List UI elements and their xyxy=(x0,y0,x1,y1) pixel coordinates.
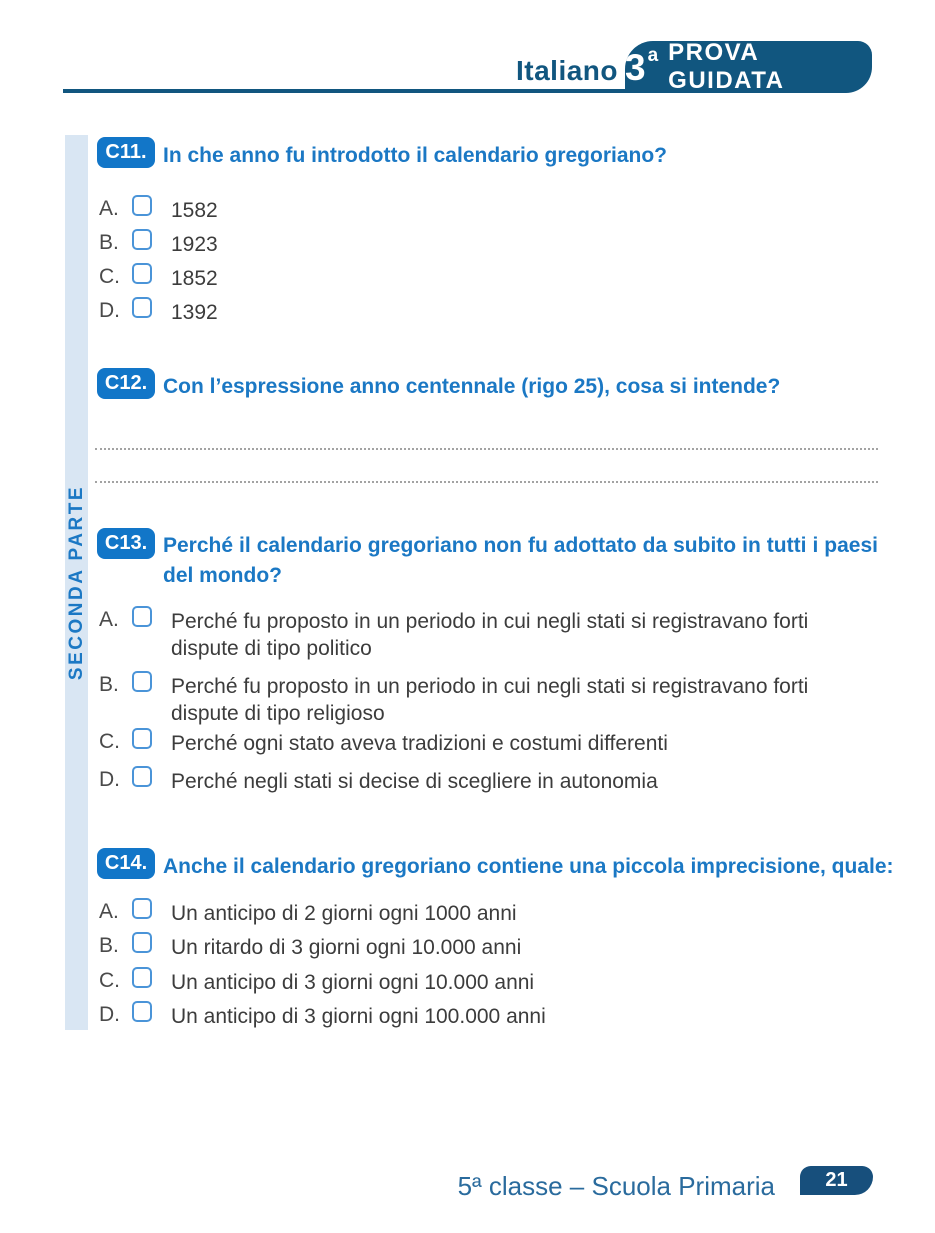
header-subject-label: Italiano xyxy=(515,55,618,86)
option-letter: D. xyxy=(99,768,120,791)
option-text: Un anticipo di 3 giorni ogni 10.000 anni xyxy=(171,971,535,994)
checkbox-c11-b[interactable] xyxy=(132,229,152,250)
page-number-badge xyxy=(800,1166,873,1195)
option-text: 1852 xyxy=(171,267,218,290)
option-letter: A. xyxy=(99,608,119,631)
checkbox-c14-a[interactable] xyxy=(132,898,152,919)
question-text-c12: Con l’espressione anno centennale (rigo 25), cosa si intende? xyxy=(163,375,781,398)
option-letter: C. xyxy=(99,265,120,288)
header-grade-ordinal: a xyxy=(647,44,659,66)
header-prova-title: PROVA GUIDATA xyxy=(668,39,785,94)
checkbox-c14-c[interactable] xyxy=(132,967,152,988)
checkbox-c13-a[interactable] xyxy=(132,606,152,627)
option-text: Un ritardo di 3 giorni ogni 10.000 anni xyxy=(171,936,522,959)
option-letter: B. xyxy=(99,231,119,254)
option-text: Perché ogni stato aveva tradizioni e costumi differenti xyxy=(171,732,668,755)
question-badge-c11: C11. xyxy=(97,137,155,168)
option-text: Perché fu proposto in un periodo in cui negli stati si registravano forti dispute di tipo politico xyxy=(171,610,809,660)
option-letter: A. xyxy=(99,900,119,923)
answer-line-2[interactable] xyxy=(95,481,878,483)
page-number: 21 xyxy=(825,1169,848,1191)
footer-class-label: 5ª classe – Scuola Primaria xyxy=(457,1171,775,1201)
section-strip xyxy=(65,135,88,1030)
header-divider-line xyxy=(63,89,629,93)
checkbox-c13-c[interactable] xyxy=(132,728,152,749)
option-letter: C. xyxy=(99,730,120,753)
option-text: Perché fu proposto in un periodo in cui negli stati si registravano forti dispute di tipo religioso xyxy=(171,675,809,725)
question-text-c11: In che anno fu introdotto il calendario gregoriano? xyxy=(163,144,668,167)
option-letter: B. xyxy=(99,934,119,957)
question-badge-c12: C12. xyxy=(97,368,155,399)
header-grade-number: 3 xyxy=(625,46,646,88)
header-prova-badge xyxy=(625,41,872,93)
checkbox-c11-a[interactable] xyxy=(132,195,152,216)
checkbox-c14-b[interactable] xyxy=(132,932,152,953)
question-text-c13: Perché il calendario gregoriano non fu adottato da subito in tutti i paesi del mondo? xyxy=(163,534,878,587)
section-strip-label: SECONDA PARTE xyxy=(65,484,87,681)
option-letter: B. xyxy=(99,673,119,696)
option-text: 1923 xyxy=(171,233,218,256)
question-badge-c13: C13. xyxy=(97,528,155,559)
checkbox-c13-d[interactable] xyxy=(132,766,152,787)
option-text: 1582 xyxy=(171,199,218,222)
option-letter: D. xyxy=(99,1003,120,1026)
option-text: Perché negli stati si decise di scegliere in autonomia xyxy=(171,770,658,793)
answer-line-1[interactable] xyxy=(95,448,878,450)
checkbox-c11-d[interactable] xyxy=(132,297,152,318)
option-letter: A. xyxy=(99,197,119,220)
option-text: Un anticipo di 2 giorni ogni 1000 anni xyxy=(171,902,517,925)
option-text: Un anticipo di 3 giorni ogni 100.000 anni xyxy=(171,1005,546,1028)
option-text: 1392 xyxy=(171,301,218,324)
question-text-c14: Anche il calendario gregoriano contiene una piccola imprecisione, quale: xyxy=(163,855,894,878)
checkbox-c13-b[interactable] xyxy=(132,671,152,692)
checkbox-c14-d[interactable] xyxy=(132,1001,152,1022)
checkbox-c11-c[interactable] xyxy=(132,263,152,284)
question-badge-c14: C14. xyxy=(97,848,155,879)
option-letter: C. xyxy=(99,969,120,992)
option-letter: D. xyxy=(99,299,120,322)
